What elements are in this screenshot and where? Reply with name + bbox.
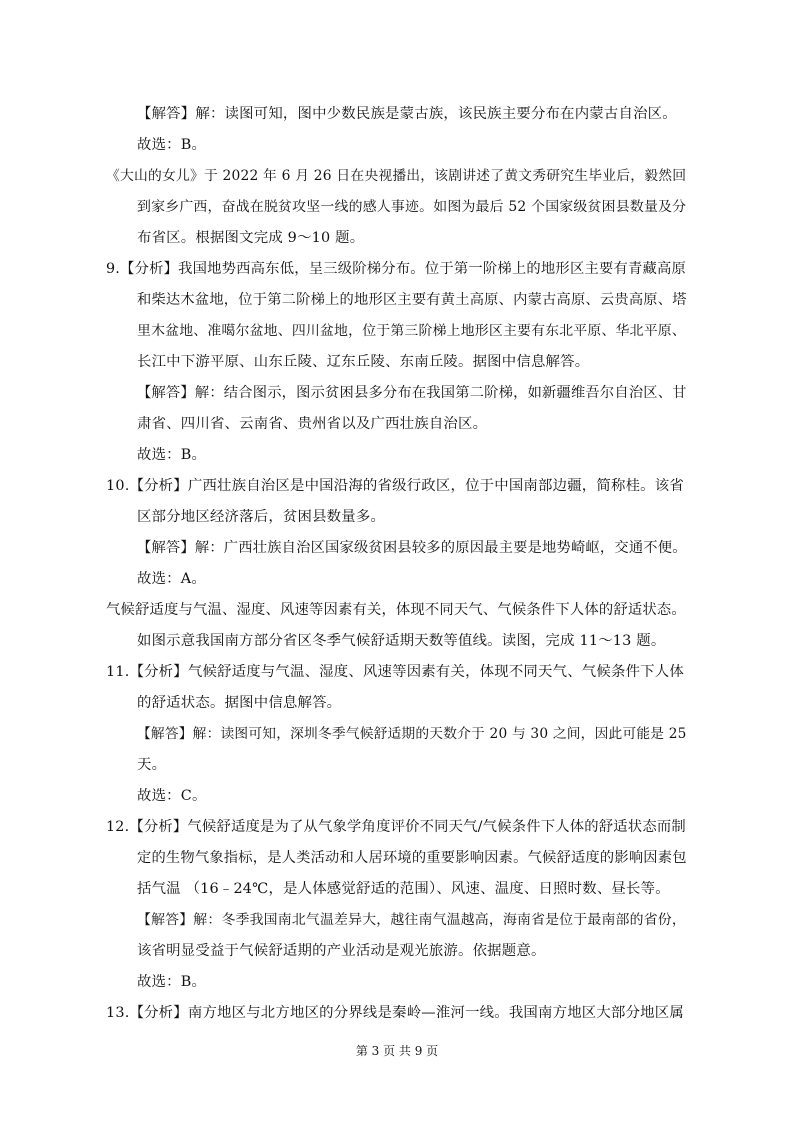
text-line: 布省区。根据图文完成 9～10 题。 xyxy=(137,230,365,246)
text-line: 天。 xyxy=(137,757,167,773)
text-line: 到家乡广西，奋战在脱贫攻坚一线的感人事迹。如图为最后 52 个国家级贫困县数量及分 xyxy=(137,199,687,215)
text-line: 11.【分析】气候舒适度与气温、湿度、风速等因素有关，体现不同天气、气候条件下人体 xyxy=(106,664,684,680)
text-line: 长江中下游平原、山东丘陵、辽东丘陵、东南丘陵。据图中信息解答。 xyxy=(137,354,590,370)
text-line: 气候舒适度与气温、湿度、风速等因素有关，体现不同天气、气候条件下人体的舒适状态。 xyxy=(106,602,686,618)
text-line: 10.【分析】广西壮族自治区是中国沿海的省级行政区，位于中国南部边疆，简称桂。该省 xyxy=(106,478,684,494)
text-line: 括气温 （16﹣24℃，是人体感觉舒适的范围）、风速、温度、日照时数、昼长等。 xyxy=(137,881,670,897)
text-line: 该省明显受益于气候舒适期的产业活动是观光旅游。依据题意。 xyxy=(137,943,546,959)
text-line: 【解答】解：冬季我国南北气温差异大，越往南气温越高，海南省是位于最南部的省份， xyxy=(137,912,686,928)
page-footer: 第 3 页 共 9 页 xyxy=(355,1044,439,1058)
text-line: 区部分地区经济落后，贫困县数量多。 xyxy=(137,509,386,525)
text-line: 定的生物气象指标，是人类活动和人居环境的重要影响因素。气候舒适度的影响因素包 xyxy=(137,850,687,866)
text-line: 9.【分析】我国地势西高东低，呈三级阶梯分布。位于第一阶梯上的地形区主要有青藏高原 xyxy=(106,261,687,277)
text-line: 【解答】解：广西壮族自治区国家级贫困县较多的原因最主要是地势崎岖，交通不便。 xyxy=(137,540,687,556)
text-line: 的舒适状态。据图中信息解答。 xyxy=(137,695,342,711)
text-line: 故选：B。 xyxy=(137,137,207,153)
text-line: 【解答】解：结合图示，图示贫困县多分布在我国第二阶梯，如新疆维吾尔自治区、甘 xyxy=(137,385,687,401)
text-line: 13.【分析】南方地区与北方地区的分界线是秦岭—淮河一线。我国南方地区大部分地区属 xyxy=(106,1005,684,1021)
text-line: 故选：A。 xyxy=(137,571,206,587)
text-line: 【解答】解：读图可知，图中少数民族是蒙古族，该民族主要分布在内蒙古自治区。 xyxy=(137,106,677,122)
text-line: 故选：C。 xyxy=(137,788,207,804)
text-line: 和柴达木盆地，位于第二阶梯上的地形区主要有黄土高原、内蒙古高原、云贵高原、塔 xyxy=(137,292,687,308)
text-line: 肃省、四川省、云南省、贵州省以及广西壮族自治区。 xyxy=(137,416,488,432)
text-line: 如图示意我国南方部分省区冬季气候舒适期天数等值线。读图，完成 11～13 题。 xyxy=(137,633,666,649)
text-line: 里木盆地、准噶尔盆地、四川盆地，位于第三阶梯上地形区主要有东北平原、华北平原、 xyxy=(137,323,686,339)
text-line: 故选：B。 xyxy=(137,447,207,463)
text-line: 12.【分析】气候舒适度是为了从气象学角度评价不同天气/气候条件下人体的舒适状态而制 xyxy=(106,819,686,835)
text-line: 故选：B。 xyxy=(137,974,207,990)
text-line: 【解答】解：读图可知，深圳冬季气候舒适期的天数介于 20 与 30 之间，因此可能是 25 xyxy=(137,726,687,742)
text-line: 《大山的女儿》于 2022 年 6 月 26 日在央视播出，该剧讲述了黄文秀研究生毕业后，毅然回 xyxy=(106,168,687,184)
